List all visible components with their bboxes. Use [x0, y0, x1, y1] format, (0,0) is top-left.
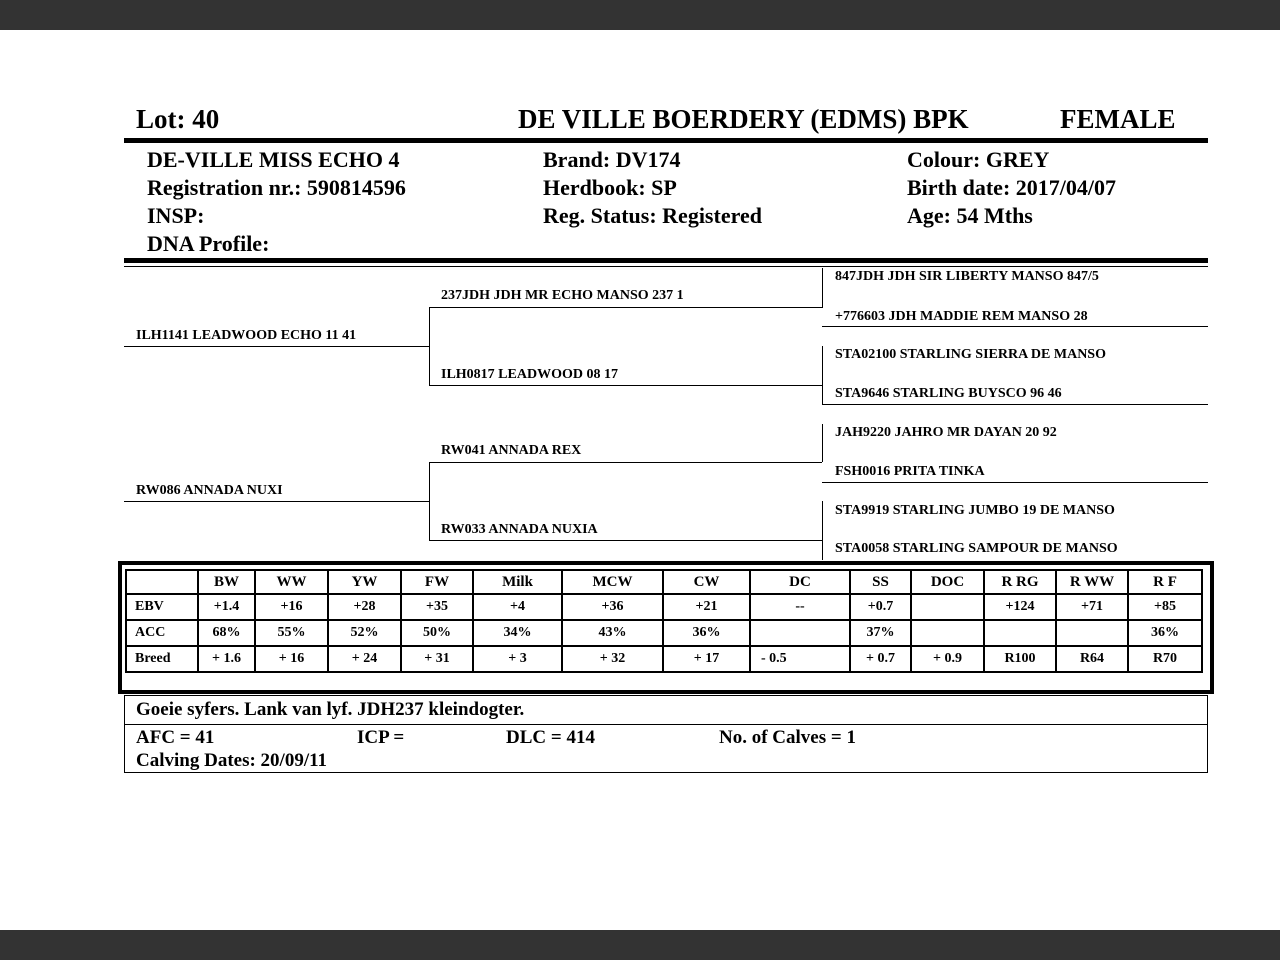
brand-field: Brand: DV174	[543, 147, 681, 172]
animal-sex: FEMALE	[1060, 104, 1176, 134]
ebv-col-header: WW	[255, 570, 328, 594]
pedigree-line	[429, 462, 822, 463]
ebv-cell: 43%	[562, 620, 663, 646]
ebv-cell: 55%	[255, 620, 328, 646]
ebv-row-label: Breed	[126, 646, 198, 672]
registration-number: Registration nr.: 590814596	[147, 175, 406, 200]
icp-field: ICP =	[357, 727, 405, 748]
ebv-header-row	[126, 570, 1202, 594]
ebv-cell: + 1.6	[198, 646, 255, 672]
ebv-col-header: R F	[1128, 570, 1202, 594]
viewer-bottom-bar	[0, 930, 1280, 960]
ebv-cell: +124	[984, 594, 1056, 620]
pedigree-line	[822, 326, 1208, 327]
pedigree-ggp-7: STA9919 STARLING JUMBO 19 DE MANSO	[835, 503, 1115, 518]
ebv-cell: +21	[663, 594, 750, 620]
afc-field: AFC = 41	[136, 727, 215, 748]
pedigree-bracket	[822, 268, 823, 308]
pedigree-line	[822, 482, 1208, 483]
ebv-cell	[911, 620, 984, 646]
notes-box	[124, 695, 1208, 773]
ebv-cell: 52%	[328, 620, 401, 646]
ebv-cell: + 31	[401, 646, 473, 672]
ebv-col-header	[126, 570, 198, 594]
ebv-cell: + 0.9	[911, 646, 984, 672]
ebv-cell	[911, 594, 984, 620]
ebv-cell: +16	[255, 594, 328, 620]
animal-name: DE-VILLE MISS ECHO 4	[147, 147, 400, 172]
ebv-cell	[984, 620, 1056, 646]
pedigree-dam-dam: RW033 ANNADA NUXIA	[441, 522, 598, 537]
dlc-field: DLC = 414	[506, 727, 595, 748]
ebv-cell: +35	[401, 594, 473, 620]
pedigree-bracket	[822, 501, 823, 540]
ebv-cell: 68%	[198, 620, 255, 646]
ebv-cell: 37%	[850, 620, 911, 646]
calves-count-field: No. of Calves = 1	[719, 727, 856, 748]
colour-field: Colour: GREY	[907, 147, 1050, 172]
info-rule-thin	[124, 266, 1208, 267]
ebv-cell	[750, 620, 850, 646]
animal-info-col2	[543, 146, 762, 230]
ebv-row	[126, 646, 1202, 672]
ebv-cell: + 24	[328, 646, 401, 672]
ebv-cell: +36	[562, 594, 663, 620]
calving-dates-field: Calving Dates: 20/09/11	[136, 750, 328, 771]
ebv-row-label: EBV	[126, 594, 198, 620]
ebv-cell: +71	[1056, 594, 1128, 620]
insp-field: INSP:	[147, 203, 205, 228]
pedigree-bracket	[822, 385, 823, 404]
ebv-col-header: FW	[401, 570, 473, 594]
ebv-cell: - 0.5	[750, 646, 850, 672]
pedigree-ggp-1: 847JDH JDH SIR LIBERTY MANSO 847/5	[835, 269, 1099, 284]
pedigree-line	[822, 404, 1208, 405]
ebv-cell: + 0.7	[850, 646, 911, 672]
ebv-row-label: ACC	[126, 620, 198, 646]
ebv-col-header: DC	[750, 570, 850, 594]
pedigree-ggp-3: STA02100 STARLING SIERRA DE MANSO	[835, 347, 1106, 362]
dna-profile-field: DNA Profile:	[147, 231, 270, 256]
ebv-cell: + 17	[663, 646, 750, 672]
pedigree-line	[124, 501, 429, 502]
ebv-cell	[1056, 620, 1128, 646]
herdbook-field: Herdbook: SP	[543, 175, 677, 200]
ebv-cell: 50%	[401, 620, 473, 646]
ebv-col-header: SS	[850, 570, 911, 594]
ebv-cell: R100	[984, 646, 1056, 672]
pedigree-bracket	[822, 346, 823, 385]
ebv-cell: R64	[1056, 646, 1128, 672]
ebv-cell: +1.4	[198, 594, 255, 620]
pedigree-line	[429, 307, 822, 308]
ebv-cell: 36%	[663, 620, 750, 646]
ebv-table	[125, 569, 1203, 673]
pedigree-line	[429, 385, 822, 386]
ebv-row	[126, 594, 1202, 620]
pedigree-bracket	[822, 424, 823, 462]
lot-number: Lot: 40	[136, 104, 220, 134]
breeder-name: DE VILLE BOERDERY (EDMS) BPK	[518, 104, 969, 134]
info-rule-thick	[124, 258, 1208, 263]
pedigree-dam: RW086 ANNADA NUXI	[136, 483, 283, 498]
pedigree-dam-sire: RW041 ANNADA REX	[441, 443, 582, 458]
ebv-cell: --	[750, 594, 850, 620]
animal-info-col3	[907, 146, 1116, 230]
pedigree-line	[429, 540, 822, 541]
viewer-top-bar	[0, 0, 1280, 30]
pedigree-ggp-5: JAH9220 JAHRO MR DAYAN 20 92	[835, 425, 1057, 440]
pedigree-bracket	[429, 307, 430, 385]
comment-text: Goeie syfers. Lank van lyf. JDH237 kleindogter.	[136, 699, 525, 720]
ebv-cell: +85	[1128, 594, 1202, 620]
pedigree-ggp-2: +776603 JDH MADDIE REM MANSO 28	[835, 309, 1088, 324]
ebv-col-header: BW	[198, 570, 255, 594]
ebv-cell: +4	[473, 594, 562, 620]
birth-date-field: Birth date: 2017/04/07	[907, 175, 1116, 200]
ebv-col-header: YW	[328, 570, 401, 594]
pedigree-ggp-6: FSH0016 PRITA TINKA	[835, 464, 985, 479]
header-rule-thick	[124, 138, 1208, 143]
pedigree-line	[124, 346, 429, 347]
pedigree-ggp-4: STA9646 STARLING BUYSCO 96 46	[835, 386, 1062, 401]
ebv-cell: 34%	[473, 620, 562, 646]
age-field: Age: 54 Mths	[907, 203, 1033, 228]
ebv-cell: +0.7	[850, 594, 911, 620]
pedigree-bracket	[429, 462, 430, 540]
ebv-cell: 36%	[1128, 620, 1202, 646]
ebv-row	[126, 620, 1202, 646]
ebv-col-header: CW	[663, 570, 750, 594]
pedigree-bracket	[822, 540, 823, 560]
reg-status-field: Reg. Status: Registered	[543, 203, 762, 228]
ebv-col-header: DOC	[911, 570, 984, 594]
ebv-col-header: MCW	[562, 570, 663, 594]
pedigree-sire: ILH1141 LEADWOOD ECHO 11 41	[136, 328, 357, 343]
animal-info-col1	[147, 146, 406, 258]
pedigree-sire-sire: 237JDH JDH MR ECHO MANSO 237 1	[441, 288, 684, 303]
notes-divider	[125, 724, 1207, 725]
ebv-cell: + 32	[562, 646, 663, 672]
ebv-col-header: R RG	[984, 570, 1056, 594]
ebv-cell: + 16	[255, 646, 328, 672]
pedigree-sire-dam: ILH0817 LEADWOOD 08 17	[441, 367, 618, 382]
ebv-cell: +28	[328, 594, 401, 620]
ebv-col-header: Milk	[473, 570, 562, 594]
ebv-cell: + 3	[473, 646, 562, 672]
ebv-cell: R70	[1128, 646, 1202, 672]
pedigree-ggp-8: STA0058 STARLING SAMPOUR DE MANSO	[835, 541, 1118, 556]
ebv-col-header: R WW	[1056, 570, 1128, 594]
